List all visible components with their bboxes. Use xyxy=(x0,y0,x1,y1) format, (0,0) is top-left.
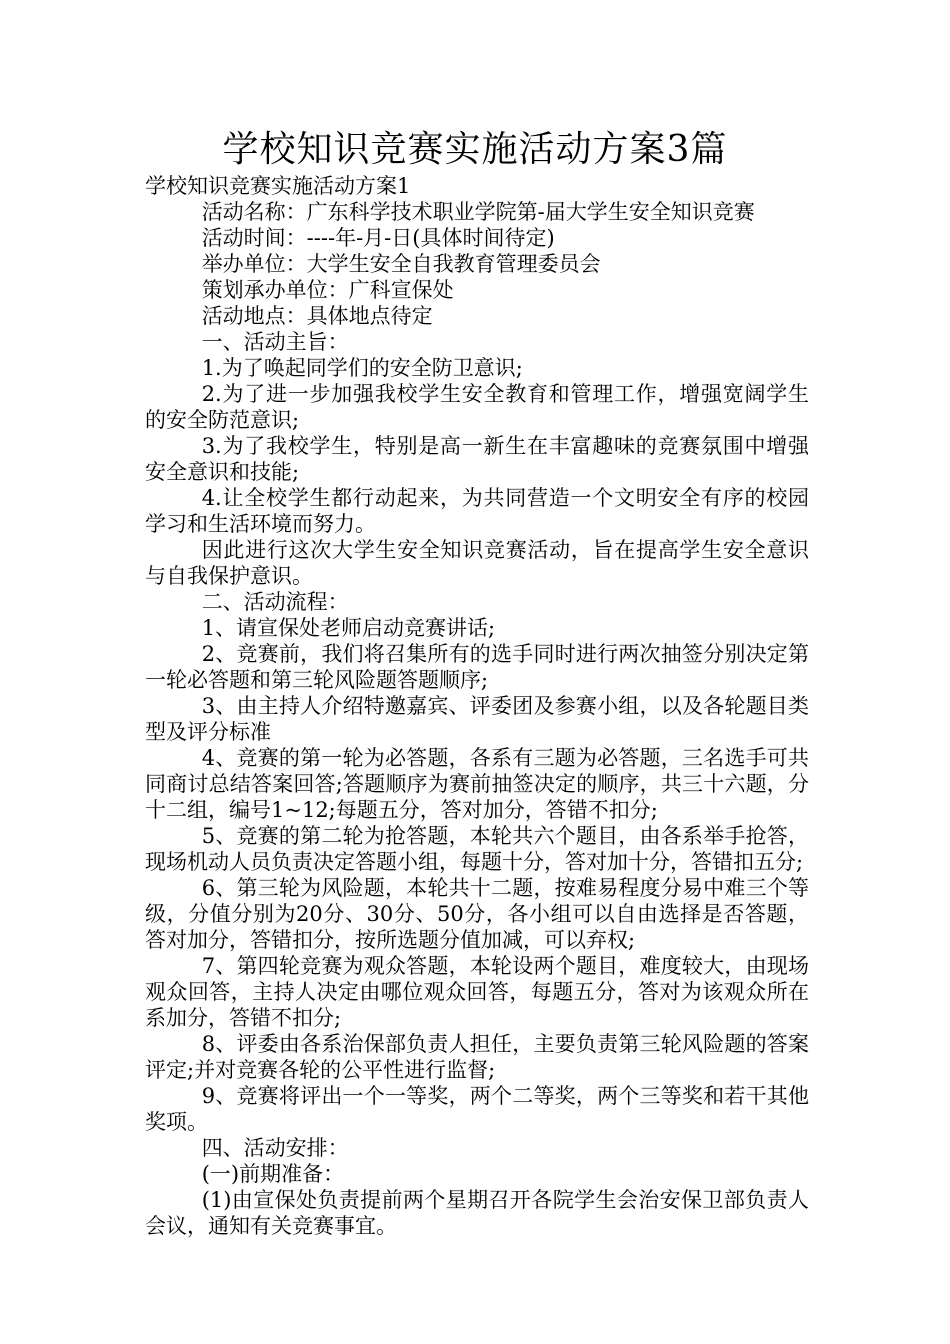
document-body xyxy=(145,173,809,1239)
paragraph-process-3: 3、由主持人介绍特邀嘉宾、评委团及参赛小组，以及各轮题目类型及评分标准 xyxy=(145,694,809,744)
paragraph-process-8: 8、评委由各系治保部负责人担任，主要负责第三轮风险题的答案评定;并对竞赛各轮的公平性进行监督; xyxy=(145,1032,809,1082)
heading-preparation: (一)前期准备： xyxy=(201,1162,345,1186)
paragraph-process-4: 4、竞赛的第一轮为必答题，各系有三题为必答题，三名选手可共同商讨总结答案回答;答题顺序为赛前抽签决定的顺序，共三十六题，分十二组，编号1~12;每题五分，答对加分，答错不扣分; xyxy=(145,746,809,822)
paragraph-process-9: 9、竞赛将评出一个一等奖，两个二等奖，两个三等奖和若干其他奖项。 xyxy=(145,1084,809,1134)
document-title: 学校知识竞赛实施活动方案3篇 xyxy=(222,129,728,170)
paragraph-location: 活动地点：具体地点待定 xyxy=(201,304,433,328)
heading-process: 二、活动流程： xyxy=(201,590,349,614)
paragraph-purpose-3: 3.为了我校学生，特别是高一新生在丰富趣味的竞赛氛围中增强安全意识和技能; xyxy=(145,434,809,484)
heading-arrangement: 四、活动安排： xyxy=(201,1136,349,1160)
paragraph-process-5: 5、竞赛的第二轮为抢答题，本轮共六个题目，由各系举手抢答，现场机动人员负责决定答题小组，每题十分，答对加十分，答错扣五分; xyxy=(145,824,809,874)
paragraph-preparation-1: (1)由宣保处负责提前两个星期召开各院学生会治安保卫部负责人会议，通知有关竞赛事宜。 xyxy=(145,1188,809,1238)
paragraph-purpose-summary: 因此进行这次大学生安全知识竞赛活动，旨在提高学生安全意识与自我保护意识。 xyxy=(145,538,809,588)
paragraph-purpose-2: 2.为了进一步加强我校学生安全教育和管理工作，增强宽阔学生的安全防范意识; xyxy=(145,382,809,432)
section-title: 学校知识竞赛实施活动方案1 xyxy=(145,174,411,198)
paragraph-process-2: 2、竞赛前，我们将召集所有的选手同时进行两次抽签分别决定第一轮必答题和第三轮风险题答题顺序; xyxy=(145,642,809,692)
paragraph-purpose-4: 4.让全校学生都行动起来，为共同营造一个文明安全有序的校园学习和生活环境而努力。 xyxy=(145,486,809,536)
paragraph-purpose-1: 1.为了唤起同学们的安全防卫意识; xyxy=(201,356,523,380)
heading-purpose: 一、活动主旨： xyxy=(201,330,349,354)
paragraph-process-6: 6、第三轮为风险题，本轮共十二题，按难易程度分易中难三个等级，分值分别为20分、30分、50分，各小组可以自由选择是否答题，答对加分，答错扣分，按所选题分值加减，可以弃权; xyxy=(145,876,809,952)
paragraph-organizer: 举办单位：大学生安全自我教育管理委员会 xyxy=(201,252,601,276)
paragraph-process-7: 7、第四轮竞赛为观众答题，本轮设两个题目，难度较大，由现场观众回答，主持人决定由哪位观众回答，每题五分，答对为该观众所在系加分，答错不扣分; xyxy=(145,954,809,1030)
paragraph-process-1: 1、请宣保处老师启动竞赛讲话; xyxy=(201,616,496,640)
paragraph-event-time: 活动时间：----年-月-日(具体时间待定) xyxy=(201,226,555,250)
paragraph-undertaker: 策划承办单位：广科宣保处 xyxy=(201,278,454,302)
paragraph-event-name: 活动名称：广东科学技术职业学院第-届大学生安全知识竞赛 xyxy=(201,200,755,224)
